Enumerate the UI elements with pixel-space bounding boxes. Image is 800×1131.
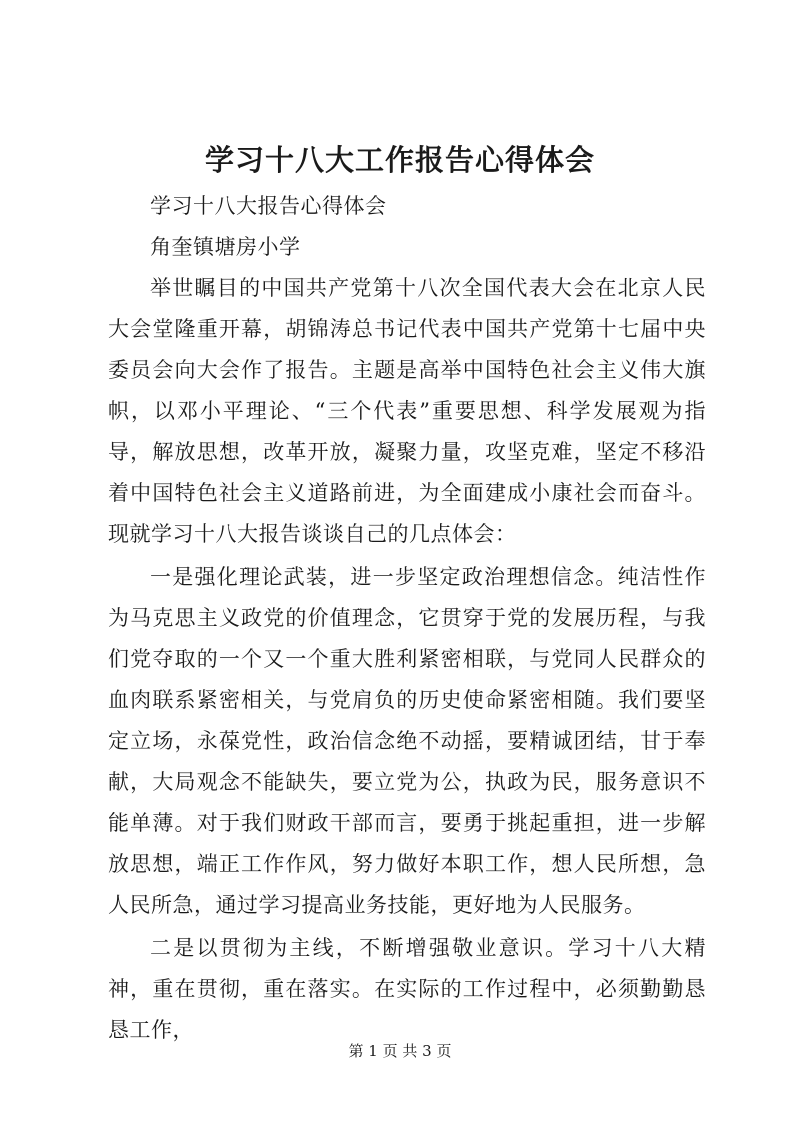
document-author: 角奎镇塘房小学: [150, 235, 301, 259]
paragraph-point-one: 一是强化理论武装，进一步坚定政治理想信念。纯洁性作为马克思主义政党的价值理念，它贯穿于党的发展历程，与我们党夺取的一个又一个重大胜利紧密相联，与党同人民群众的血肉联系紧密相关，与党肩负的历史使命紧密相随。我们要坚定立场，永葆党性，政治信念绝不动摇，要精诚团结，甘于奉献，大局观念不能缺失，要立党为公，执政为民，服务意识不能单薄。对于我们财政干部而言，要勇于挑起重担，进一步解放思想，端正工作作风，努力做好本职工作，想人民所想，急人民所急，通过学习提高业务技能，更好地为人民服务。: [108, 565, 706, 917]
document-subtitle: 学习十八大报告心得体会: [150, 194, 387, 218]
page-footer: 第 1 页 共 3 页: [348, 1042, 452, 1060]
document-body: [108, 186, 706, 1051]
document-title: 学习十八大工作报告心得体会: [204, 143, 595, 177]
paragraph-intro: 举世瞩目的中国共产党第十八次全国代表大会在北京人民大会堂隆重开幕，胡锦涛总书记代表中国共产党第十七届中央委员会向大会作了报告。主题是高举中国特色社会主义伟大旗帜，以邓小平理论、“三个代表”重要思想、科学发展观为指导，解放思想，改革开放，凝聚力量，攻坚克难，坚定不移沿着中国特色社会主义道路前进，为全面建成小康社会而奋斗。现就学习十八大报告谈谈自己的几点体会：: [108, 276, 706, 546]
paragraph-point-two: 二是以贯彻为主线，不断增强敬业意识。学习十八大精神，重在贯彻，重在落实。在实际的工作过程中，必须勤勤恳恳工作，: [108, 936, 706, 1042]
